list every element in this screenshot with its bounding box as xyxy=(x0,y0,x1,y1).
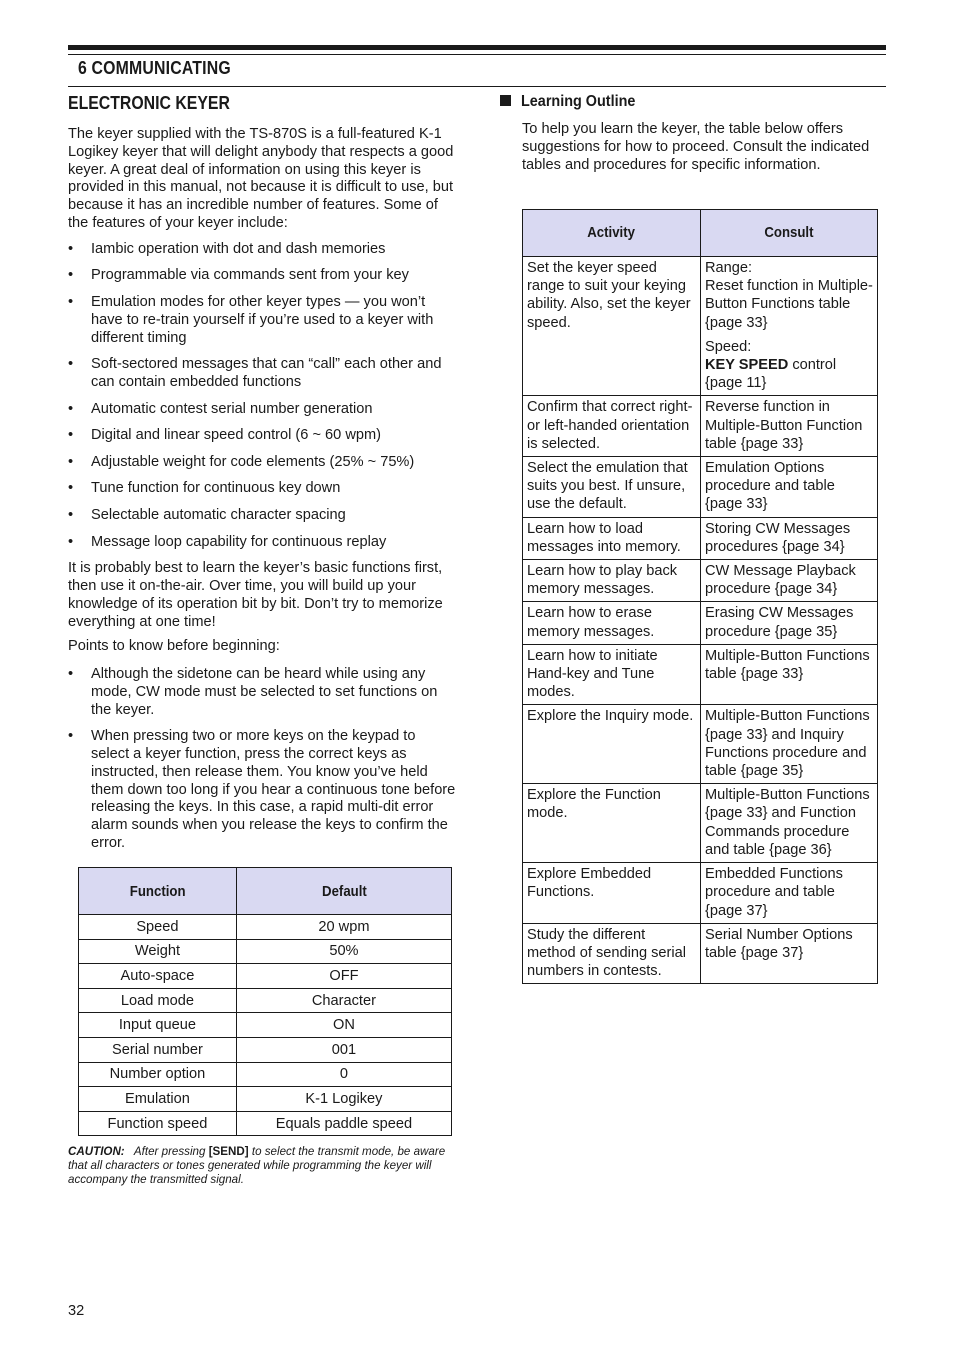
table-row: Auto-space OFF xyxy=(79,964,452,989)
table-header-row xyxy=(79,868,452,915)
bullet-icon: • xyxy=(68,666,74,683)
table-row: Number option 0 xyxy=(79,1062,452,1087)
key-speed-label: KEY SPEED xyxy=(705,357,789,374)
header-rule-bottom xyxy=(68,86,886,87)
square-bullet-icon xyxy=(500,95,511,106)
table-row: Emulation K-1 Logikey xyxy=(79,1087,452,1112)
bullet-icon: • xyxy=(68,453,74,470)
bullet-icon: • xyxy=(68,427,74,444)
table-row: Study the different method of sending serial numbers in contests. Serial Number Options table {page 37} xyxy=(523,923,878,984)
table-row: Input queue ON xyxy=(79,1013,452,1038)
table-row: Explore the Function mode. Multiple-Button Functions {page 33} and Function Commands procedure and table {page 36} xyxy=(523,784,878,863)
bullet-icon: • xyxy=(68,240,74,257)
table-row: Set the keyer speed range to suit your keying ability. Also, set the keyer speed. Range: Reset function in Multiple-Button Functions table {page 33} Speed: KEY SPEED control {page 11} xyxy=(523,257,878,396)
bullet-icon: • xyxy=(68,533,74,550)
defaults-table xyxy=(78,867,452,1136)
table-row: Serial number 001 xyxy=(79,1037,452,1062)
feature-list xyxy=(68,241,456,552)
list-item: • Adjustable weight for code elements (25% ~ 75%) xyxy=(68,453,415,470)
table-row: Select the emulation that suits you best. If unsure, use the default. Emulation Options procedure and table {page 33} xyxy=(523,457,878,518)
table-row: Speed 20 wpm xyxy=(79,915,452,940)
learning-outline-table xyxy=(522,209,878,984)
column-header-activity: Activity xyxy=(523,210,701,257)
table-header-row xyxy=(523,210,878,257)
column-header-consult: Consult xyxy=(701,210,878,257)
bullet-icon: • xyxy=(68,293,74,310)
table-row: Explore Embedded Functions. Embedded Functions procedure and table {page 37} xyxy=(523,863,878,924)
list-item: • Emulation modes for other keyer types — you won’t have to re-train yourself if you’re used to a keyer with different timing xyxy=(68,293,434,346)
table-row: Weight 50% xyxy=(79,939,452,964)
chapter-title: 6 COMMUNICATING xyxy=(78,58,231,78)
bullet-icon: • xyxy=(68,400,74,417)
caution-label: CAUTION: xyxy=(68,1145,125,1158)
bullet-icon: • xyxy=(68,506,74,523)
intro-paragraph: The keyer supplied with the TS-870S is a full-featured K-1 Logikey keyer that will delight anybody that respects a good keyer. A great deal of information on using this keyer is provided in this manual, not because it is difficult to use, but because it has an incredible number of features. Some of the features of your keyer include: xyxy=(68,126,454,231)
bullet-icon: • xyxy=(68,267,74,284)
list-item: • Automatic contest serial number generation xyxy=(68,400,373,417)
list-item: • Programmable via commands sent from your key xyxy=(68,267,409,284)
section-heading: ELECTRONIC KEYER xyxy=(68,93,230,113)
table-row: Confirm that correct right- or left-handed orientation is selected. Reverse function in Multiple-Button Function table {page 33} xyxy=(523,396,878,457)
table-row: Learn how to erase memory messages. Erasing CW Messages procedure {page 35} xyxy=(523,602,878,644)
list-item: • When pressing two or more keys on the keypad to select a keyer function, press the correct keys as instructed, then release them. You know you’ve held them down too long if you hear a continuous tone before releasing the keys. In this case, a rapid multi-dit error alarm sounds when you release the keys to confirm the error. xyxy=(68,728,456,852)
column-header-function: Function xyxy=(79,868,237,915)
points-heading: Points to know before beginning: xyxy=(68,638,280,655)
list-item: • Although the sidetone can be heard while using any mode, CW mode must be selected to set functions on the keyer. xyxy=(68,666,438,718)
advice-paragraph: It is probably best to learn the keyer’s basic functions first, then use it on-the-air. Over time, you will build up your knowledge of its operation bit by bit. Don’t try to memorize everything at one time! xyxy=(68,560,443,630)
subsection-heading: Learning Outline xyxy=(500,93,880,111)
send-key-label: [SEND] xyxy=(208,1145,249,1158)
caution-note: CAUTION: After pressing [SEND] to select the transmit mode, be aware that all characters or tones generated while programming the keyer will accompany the transmitted signal. xyxy=(68,1145,446,1186)
table-row: Explore the Inquiry mode. Multiple-Button Functions {page 33} and Inquiry Functions procedure and table {page 35} xyxy=(523,705,878,784)
list-item: • Selectable automatic character spacing xyxy=(68,506,346,523)
page-number: 32 xyxy=(68,1303,85,1319)
points-list xyxy=(68,666,456,853)
table-row: Learn how to load messages into memory. Storing CW Messages procedures {page 34} xyxy=(523,517,878,559)
outline-intro: To help you learn the keyer, the table below offers suggestions for how to proceed. Consult the indicated tables and procedures for specific information. xyxy=(522,121,870,173)
header-rule-thin xyxy=(68,54,886,55)
table-row: Load mode Character xyxy=(79,988,452,1013)
header-rule-thick xyxy=(68,45,886,50)
bullet-icon: • xyxy=(68,728,74,745)
list-item: • Iambic operation with dot and dash memories xyxy=(68,240,386,257)
list-item: • Soft-sectored messages that can “call” each other and can contain embedded functions xyxy=(68,356,442,390)
list-item: • Tune function for continuous key down xyxy=(68,480,341,497)
list-item: • Digital and linear speed control (6 ~ 60 wpm) xyxy=(68,427,382,444)
table-row: Learn how to play back memory messages. CW Message Playback procedure {page 34} xyxy=(523,560,878,602)
right-column xyxy=(500,93,880,174)
table-row: Function speed Equals paddle speed xyxy=(79,1111,452,1136)
bullet-icon: • xyxy=(68,356,74,373)
column-header-default: Default xyxy=(236,868,451,915)
table-row: Learn how to initiate Hand-key and Tune modes. Multiple-Button Functions table {page 33} xyxy=(523,644,878,705)
list-item: • Message loop capability for continuous replay xyxy=(68,533,387,550)
bullet-icon: • xyxy=(68,480,74,497)
left-column xyxy=(68,93,456,862)
